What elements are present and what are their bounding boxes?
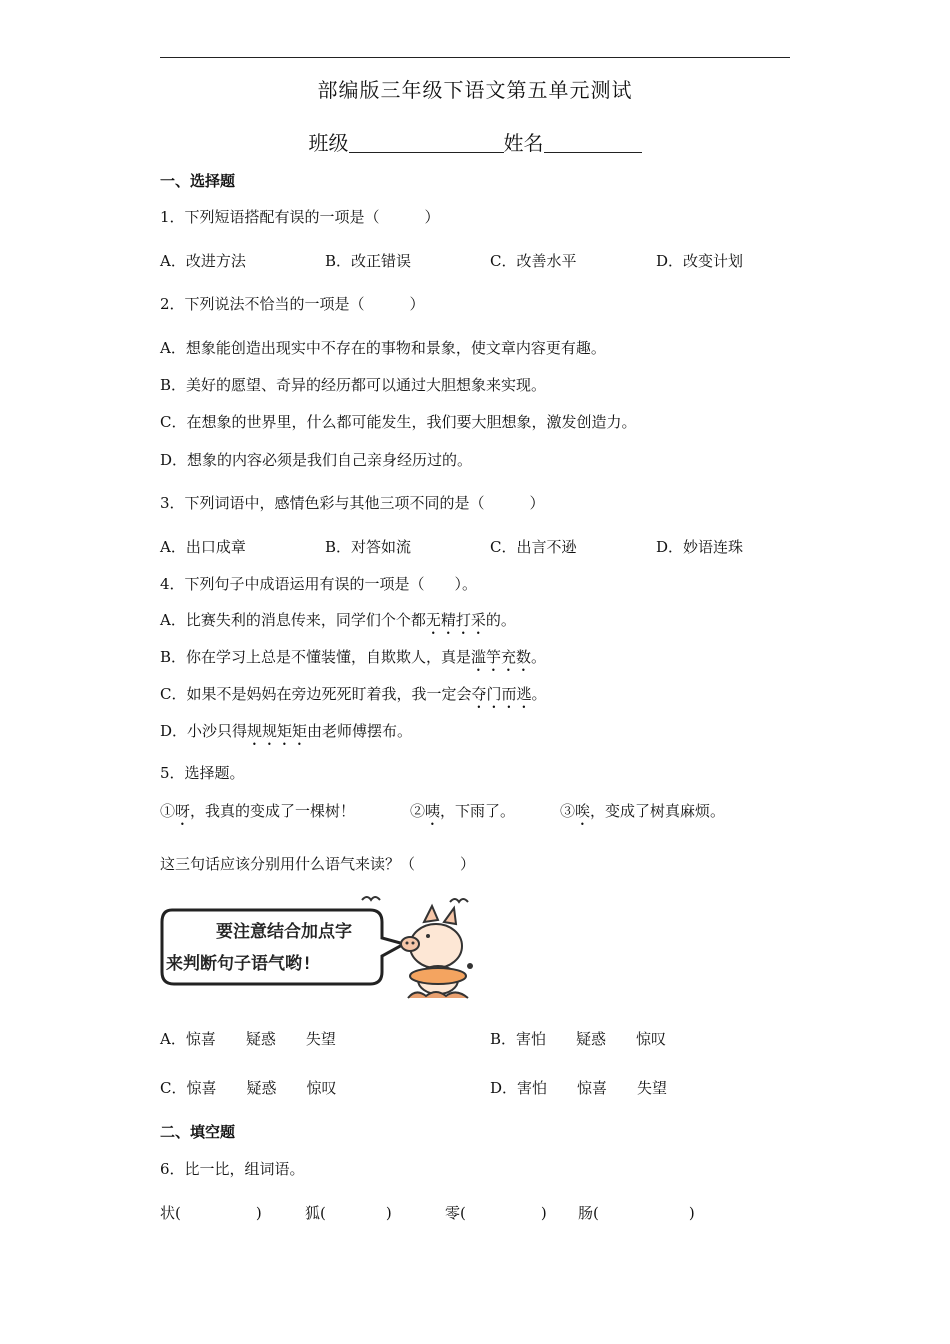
class-label: 班级 (308, 131, 349, 155)
q3-option-d[interactable]: D．妙语连珠 (656, 538, 744, 556)
q5-option-c[interactable]: C．惊喜 疑惑 惊叹 (160, 1079, 337, 1097)
q2-option-a[interactable]: A．想象能创造出现实中不存在的事物和景象，使文章内容更有趣。 (160, 339, 606, 357)
q1-stem: 1．下列短语搭配有误的一项是（ ） (160, 208, 440, 226)
q2-option-b[interactable]: B．美好的愿望、奇异的经历都可以通过大胆想象来实现。 (160, 376, 547, 394)
q4-b-dotted-idiom: 滥竽充数 (471, 648, 532, 666)
q3-stem: 3．下列词语中，感情色彩与其他三项不同的是（ ） (160, 494, 545, 512)
q3-option-a[interactable]: A．出口成章 (160, 538, 246, 556)
section-heading-fill: 二、填空题 (160, 1123, 236, 1141)
q6-item-4[interactable]: 肠( ) (578, 1204, 695, 1222)
class-blank[interactable] (349, 132, 504, 153)
q2-stem: 2．下列说法不恰当的一项是（ ） (160, 295, 425, 313)
q3-option-c[interactable]: C．出言不逊 (490, 538, 577, 556)
q4-option-a[interactable]: A．比赛失利的消息传来，同学们个个都无精打采的。 (160, 611, 516, 629)
q6-item-1[interactable]: 状( ) (160, 1204, 262, 1222)
q4-d-dotted-idiom: 规规矩矩 (247, 722, 308, 740)
q4-c-dotted-idiom: 夺门而逃 (471, 685, 532, 703)
pig-speech-bubble-illustration (158, 888, 480, 1010)
q1-option-b[interactable]: B．改正错误 (325, 252, 412, 270)
name-blank[interactable] (544, 132, 642, 153)
q5-stem: 5．选择题。 (160, 764, 245, 782)
pig-icon (401, 906, 473, 998)
q5-sentence-3: ③唉，变成了树真麻烦。 (560, 802, 726, 820)
q5-option-b[interactable]: B．害怕 疑惑 惊叹 (490, 1030, 667, 1048)
q4-option-b[interactable]: B．你在学习上总是不懂装懂，自欺欺人，真是滥竽充数。 (160, 648, 547, 666)
q5-question: 这三句话应该分别用什么语气来读？（ ） (160, 855, 476, 873)
q1-option-c[interactable]: C．改善水平 (490, 252, 577, 270)
q4-option-d[interactable]: D．小沙只得规规矩矩由老师傅摆布。 (160, 722, 413, 740)
q4-stem: 4．下列句子中成语运用有误的一项是（ ）。 (160, 575, 478, 593)
bubble-line-2: 来判断句子语气哟! (166, 954, 313, 974)
bird-icon (450, 899, 468, 902)
q3-option-b[interactable]: B．对答如流 (325, 538, 412, 556)
q6-item-3[interactable]: 零( ) (445, 1204, 547, 1222)
q4-a-dotted-idiom: 无精打采 (425, 611, 486, 629)
q1-option-a[interactable]: A．改进方法 (160, 252, 246, 270)
bird-icon (362, 897, 380, 900)
class-name-line (0, 127, 950, 156)
header-rule (160, 57, 790, 58)
page-title: 部编版三年级下语文第五单元测试 (317, 78, 633, 102)
section-heading-choice: 一、选择题 (160, 172, 236, 190)
q5-sentence-2: ②咦，下雨了。 (410, 802, 516, 820)
q5-option-a[interactable]: A．惊喜 疑惑 失望 (160, 1030, 336, 1048)
q2-option-c[interactable]: C．在想象的世界里，什么都可能发生，我们要大胆想象，激发创造力。 (160, 413, 637, 431)
q5-sentence-1: ①呀，我真的变成了一棵树！ (160, 802, 356, 820)
q4-option-c[interactable]: C．如果不是妈妈在旁边死死盯着我，我一定会夺门而逃。 (160, 685, 547, 703)
q6-item-2[interactable]: 狐( ) (305, 1204, 392, 1222)
q6-stem: 6．比一比，组词语。 (160, 1160, 305, 1178)
name-label: 姓名 (503, 131, 544, 155)
q2-option-d[interactable]: D．想象的内容必须是我们自己亲身经历过的。 (160, 451, 473, 469)
q1-option-d[interactable]: D．改变计划 (656, 252, 744, 270)
q5-option-d[interactable]: D．害怕 惊喜 失望 (490, 1079, 668, 1097)
bubble-line-1: 要注意结合加点字 (216, 922, 352, 942)
